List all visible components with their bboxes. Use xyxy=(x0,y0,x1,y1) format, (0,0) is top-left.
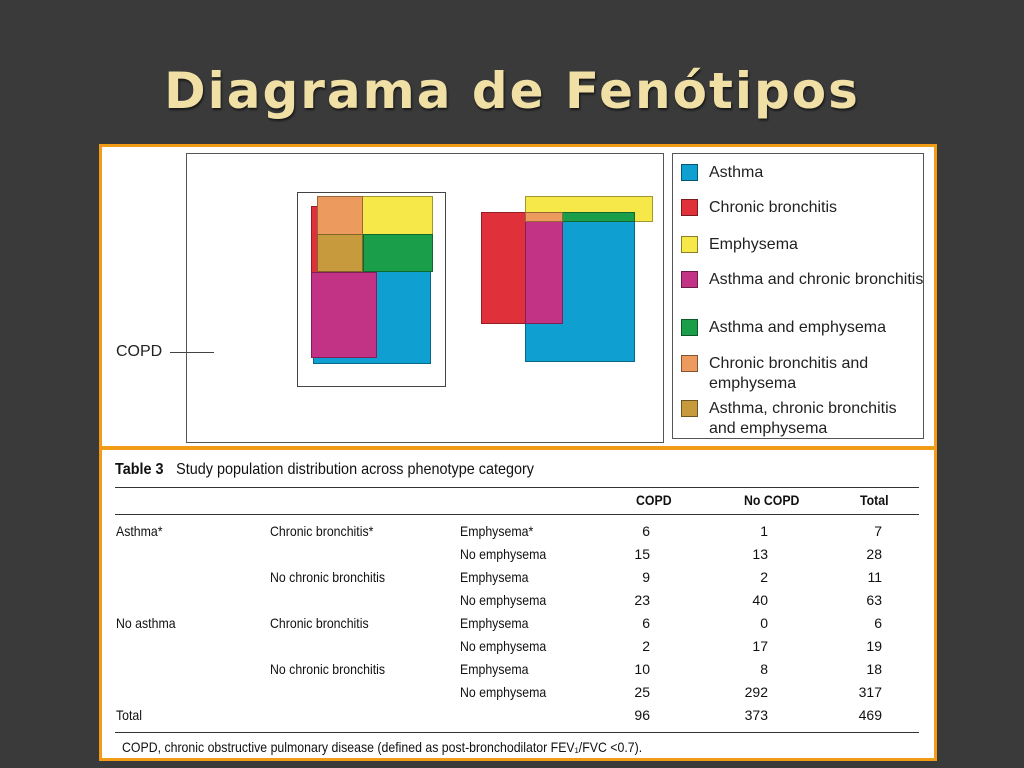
table-cell-nocopd: 8 xyxy=(760,661,768,677)
table-cell-nocopd: 292 xyxy=(744,684,768,700)
table-cell-total: 469 xyxy=(858,707,882,723)
table-cell-c2: No chronic bronchitis xyxy=(270,661,386,677)
table-cell-c3: Emphysema xyxy=(460,661,529,677)
table-cell-c1: Asthma* xyxy=(116,523,163,539)
legend-swatch xyxy=(681,355,698,372)
legend-swatch xyxy=(681,236,698,253)
header-no-copd: No COPD xyxy=(744,492,800,508)
copd-label: COPD xyxy=(116,343,163,360)
region-bronchitis-emphysema-copd xyxy=(317,196,363,236)
diagram-frame xyxy=(186,153,664,443)
region-all-three-copd xyxy=(317,234,363,272)
legend-item-asthma-emphysema xyxy=(681,318,924,338)
table-cell-nocopd: 13 xyxy=(752,546,768,562)
legend-item-bronchitis-emphysema xyxy=(681,354,924,394)
table-footnote: COPD, chronic obstructive pulmonary disease (defined as post-bronchodilator FEV₁/FVC <0.7). xyxy=(122,739,643,755)
region-asthma-bronchitis-nocopd xyxy=(525,220,563,324)
table-cell-c3: No emphysema xyxy=(460,684,547,700)
table-rule-top xyxy=(115,487,919,488)
legend-item-chronic-bronchitis xyxy=(681,198,924,218)
legend-label: Asthma, chronic bronchitis and emphysema xyxy=(709,400,897,437)
table-cell-copd: 15 xyxy=(634,546,650,562)
table-cell-c1: No asthma xyxy=(116,615,176,631)
legend-label: Chronic bronchitis xyxy=(709,199,838,216)
legend-swatch xyxy=(681,164,698,181)
table-cell-copd: 9 xyxy=(642,569,650,585)
table-rule-header xyxy=(115,514,919,515)
table-cell-c2: Chronic bronchitis* xyxy=(270,523,374,539)
table-cell-c2: Chronic bronchitis xyxy=(270,615,369,631)
table-cell-c3: No emphysema xyxy=(460,546,547,562)
region-asthma-bronchitis-copd xyxy=(311,272,377,358)
legend-swatch xyxy=(681,400,698,417)
legend-label: Asthma and emphysema xyxy=(709,319,886,336)
region-asthma-emphysema-copd xyxy=(363,234,433,272)
table-cell-copd: 2 xyxy=(642,638,650,654)
table-rule-bottom xyxy=(115,732,919,733)
legend-item-all-three xyxy=(681,399,924,439)
table-title: Study population distribution across phenotype category xyxy=(176,461,534,478)
legend-label: Emphysema xyxy=(709,236,798,253)
header-total: Total xyxy=(860,492,889,508)
table-cell-c3: No emphysema xyxy=(460,638,547,654)
slide-title: Diagrama de Fenótipos xyxy=(164,62,860,120)
table-cell-c3: Emphysema xyxy=(460,615,529,631)
table-cell-c3: Emphysema* xyxy=(460,523,534,539)
table-cell-nocopd: 17 xyxy=(752,638,768,654)
legend xyxy=(672,153,924,439)
table-number: Table 3 xyxy=(115,461,164,478)
legend-item-asthma xyxy=(681,163,924,183)
table-caption xyxy=(115,461,534,479)
table-cell-copd: 23 xyxy=(634,592,650,608)
table-cell-copd: 25 xyxy=(634,684,650,700)
legend-swatch xyxy=(681,271,698,288)
region-asthma-emphysema-nocopd xyxy=(561,212,635,222)
table-cell-c3: No emphysema xyxy=(460,592,547,608)
legend-label: Asthma and chronic bronchitis xyxy=(709,271,924,288)
header-copd: COPD xyxy=(636,492,672,508)
table-cell-copd: 6 xyxy=(642,615,650,631)
table-cell-total: 317 xyxy=(858,684,882,700)
legend-label: Chronic bronchitis and emphysema xyxy=(709,355,869,392)
table-cell-total: 7 xyxy=(874,523,882,539)
legend-swatch xyxy=(681,319,698,336)
table-cell-copd: 96 xyxy=(634,707,650,723)
table-cell-copd: 10 xyxy=(634,661,650,677)
legend-swatch xyxy=(681,199,698,216)
legend-item-asthma-bronchitis xyxy=(681,270,924,290)
table-cell-c1: Total xyxy=(116,707,143,723)
table-cell-total: 19 xyxy=(866,638,882,654)
table-cell-total: 11 xyxy=(867,569,882,585)
table-cell-nocopd: 373 xyxy=(744,707,768,723)
table-cell-nocopd: 40 xyxy=(752,592,768,608)
legend-label: Asthma xyxy=(709,164,764,181)
table-cell-nocopd: 2 xyxy=(760,569,768,585)
table-cell-c3: Emphysema xyxy=(460,569,529,585)
table-cell-total: 63 xyxy=(866,592,882,608)
table-cell-total: 18 xyxy=(866,661,882,677)
copd-pointer-line xyxy=(170,352,214,353)
legend-item-emphysema xyxy=(681,235,924,255)
phenotype-table xyxy=(99,447,937,761)
table-cell-nocopd: 0 xyxy=(760,615,768,631)
table-cell-copd: 6 xyxy=(642,523,650,539)
table-cell-total: 6 xyxy=(874,615,882,631)
table-cell-nocopd: 1 xyxy=(760,523,768,539)
region-bronchitis-emphysema-nocopd xyxy=(525,212,563,222)
venn-figure xyxy=(99,144,937,449)
table-cell-c2: No chronic bronchitis xyxy=(270,569,386,585)
table-cell-total: 28 xyxy=(866,546,882,562)
